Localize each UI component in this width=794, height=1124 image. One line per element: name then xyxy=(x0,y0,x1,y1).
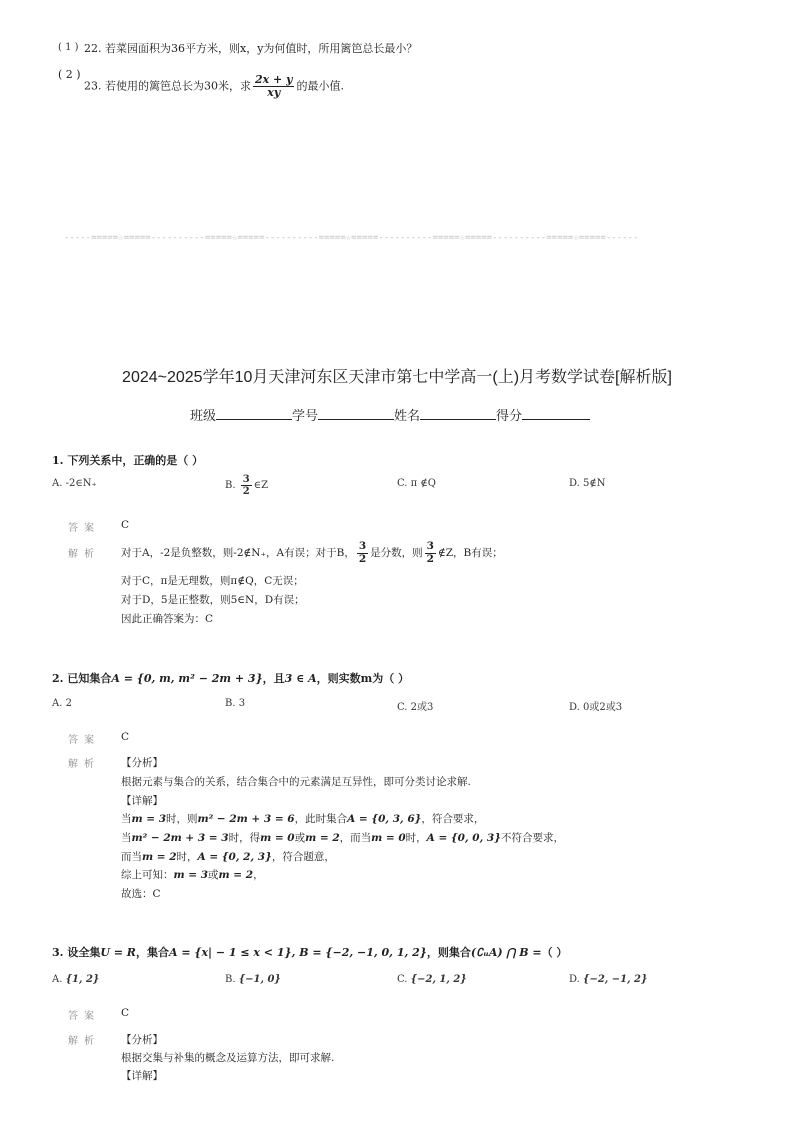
q3-option-b-value: {−1, 0} xyxy=(238,974,281,985)
q1-option-b-letter: B. xyxy=(225,480,236,491)
q1-option-b-post: ∈Z xyxy=(253,480,269,491)
number-label: 学号 xyxy=(292,408,319,423)
q2-analysis-line-8: 故选：C xyxy=(121,888,161,900)
q2-l7-t2: ， xyxy=(253,869,264,881)
page-separator: -----=====☆=====----------=====☆=====----------=====☆=====----------=====☆=====----------=====☆=====------ xyxy=(64,233,639,243)
subpart-2-den: xy xyxy=(267,86,281,100)
q3-option-d xyxy=(569,974,647,985)
q1-option-a: A. -2∈N₊ xyxy=(52,478,97,489)
q3-analysis-line-2: 根据交集与补集的概念及运算方法，即可求解. xyxy=(121,1052,335,1064)
q3-stem-m3: (∁ᵤA) ⋂ B = xyxy=(470,946,542,959)
q2-l5-m4: m = 0 xyxy=(371,832,406,844)
q2-l4-m3: A = {0, 3, 6} xyxy=(347,813,422,825)
q2-analysis-label: 解析 xyxy=(68,759,100,770)
q2-l5-pre: 当 xyxy=(121,832,132,844)
q1-analysis-line-4: 因此正确答案为：C xyxy=(121,613,214,625)
q2-l5-m5: A = {0, 0, 3} xyxy=(426,832,501,844)
subpart-1 xyxy=(58,40,79,53)
subpart-2 xyxy=(84,74,344,99)
q3-stem-t2: ，则集合 xyxy=(426,946,471,959)
q1-option-b xyxy=(225,474,268,497)
q3-option-c xyxy=(397,974,467,985)
q1-analysis-line-3: 对于D，5是正整数，则5∈N，D有误； xyxy=(121,594,305,606)
q2-l5-t5: 不符合要求， xyxy=(500,832,564,844)
q1-analysis-line-2: 对于C，π是无理数，则π∉Q，C无误； xyxy=(121,575,304,587)
q2-l6-m1: m = 2 xyxy=(142,851,177,863)
q1-a1-fraction xyxy=(357,541,368,565)
q3-analysis-label: 解析 xyxy=(68,1036,100,1047)
q2-analysis-line-7 xyxy=(121,867,264,882)
q2-l7-t1: 或 xyxy=(208,869,219,881)
q3-option-a xyxy=(52,974,99,985)
q2-l6-m2: A = {0, 2, 3} xyxy=(197,851,272,863)
q1-a1-den: 2 xyxy=(358,552,367,565)
q2-l5-m2: m = 0 xyxy=(260,832,295,844)
q2-option-a: A. 2 xyxy=(52,698,72,709)
q2-l5-m3: m = 2 xyxy=(305,832,340,844)
q2-l6-pre: 而当 xyxy=(121,851,142,863)
score-blank[interactable] xyxy=(522,407,590,420)
q2-l5-t3: ，而当 xyxy=(339,832,372,844)
q2-stem-math2: 3 ∈ A xyxy=(284,672,317,685)
class-label: 班级 xyxy=(190,408,217,423)
q2-l4-m1: m = 3 xyxy=(131,813,167,825)
q1-answer: C xyxy=(121,519,130,531)
q3-option-b xyxy=(225,974,281,985)
name-label: 姓名 xyxy=(394,408,421,423)
q2-answer-label: 答案 xyxy=(68,735,100,746)
q2-l5-m1: m² − 2m + 3 = 3 xyxy=(131,832,229,844)
q2-l4-t1: 时，则 xyxy=(166,813,198,825)
student-info-fields xyxy=(190,405,590,424)
q2-option-d: D. 0或2或3 xyxy=(569,702,623,713)
q2-analysis-line-1: 【分析】 xyxy=(121,757,163,769)
q3-stem-post: （ ） xyxy=(541,946,568,959)
q1-stem: 1. 下列关系中，正确的是（ ） xyxy=(52,454,204,467)
q1-option-b-num: 3 xyxy=(242,474,250,485)
score-label: 得分 xyxy=(496,408,523,423)
q2-analysis-line-2: 根据元素与集合的关系，结合集合中的元素满足互异性，即可分类讨论求解. xyxy=(121,776,471,788)
q3-stem xyxy=(52,944,567,960)
q2-l7-m1: m = 3 xyxy=(173,869,209,881)
q3-option-c-value: {−2, 1, 2} xyxy=(410,974,467,985)
q2-analysis-line-6 xyxy=(121,849,335,864)
q3-option-d-letter: D. xyxy=(569,974,580,985)
q2-stem xyxy=(52,670,409,686)
subpart-1-text: 22. 若菜园面积为36平方米，则x，y为何值时，所用篱笆总长最小？ xyxy=(84,42,418,55)
q1-a1-post: ∉Z，B有误； xyxy=(437,547,503,560)
q2-l4-pre: 当 xyxy=(121,813,132,825)
q2-stem-mid: ，且 xyxy=(262,672,285,685)
q2-l4-t2: ，此时集合 xyxy=(294,813,348,825)
q1-option-c: C. π ∉Q xyxy=(397,478,437,489)
q1-answer-label: 答案 xyxy=(68,523,100,534)
name-blank[interactable] xyxy=(420,407,496,420)
q2-l6-t2: ，符合题意， xyxy=(271,851,335,863)
q2-l7-pre: 综上可知： xyxy=(121,869,174,881)
q3-stem-t1: ，集合 xyxy=(135,946,169,959)
q1-option-b-den: 2 xyxy=(242,486,250,497)
q3-analysis-line-3: 【详解】 xyxy=(121,1070,163,1082)
q1-a1-pre: 对于A，-2是负整数，则-2∉N₊，A有误；对于B， xyxy=(121,547,355,560)
q3-option-b-letter: B. xyxy=(225,974,236,985)
q3-answer-label: 答案 xyxy=(68,1011,100,1022)
q3-option-a-value: {1, 2} xyxy=(65,974,100,985)
q2-option-b: B. 3 xyxy=(225,698,246,709)
q3-stem-m2: A = {x| − 1 ≤ x < 1}, B = {−2, −1, 0, 1, 2} xyxy=(168,946,427,959)
q1-option-b-fraction xyxy=(241,474,252,497)
q1-option-d: D. 5∉N xyxy=(569,478,606,489)
q3-stem-pre: 3. 设全集 xyxy=(52,946,101,959)
q2-analysis-line-5 xyxy=(121,830,564,845)
q2-l5-t2: 或 xyxy=(294,832,306,844)
q2-l7-m2: m = 2 xyxy=(218,869,254,881)
class-blank[interactable] xyxy=(216,407,292,420)
subpart-2-num: 2x + y xyxy=(255,73,293,86)
q2-l4-t3: ，符合要求， xyxy=(421,813,485,825)
q1-analysis-label: 解析 xyxy=(68,549,100,560)
q3-option-d-value: {−2, −1, 2} xyxy=(583,974,648,985)
q2-option-c: C. 2或3 xyxy=(397,702,434,713)
subpart-2-fraction xyxy=(253,74,294,99)
q3-answer: C xyxy=(121,1007,130,1019)
q2-stem-post: ，则实数m为（ ） xyxy=(316,672,410,685)
q3-stem-m1: U = R xyxy=(100,946,136,959)
q1-analysis-line-1 xyxy=(121,541,503,565)
subpart-1-marker: ( 1 ) xyxy=(58,42,79,53)
q1-a1-mid: 是分数，则 xyxy=(370,547,423,560)
q2-analysis-line-4 xyxy=(121,811,484,826)
q2-l5-t1: 时，得 xyxy=(228,832,261,844)
subpart-2-post: 的最小值. xyxy=(296,79,344,93)
q2-l5-t4: 时， xyxy=(405,832,427,844)
page-title: 2024~2025学年10月天津河东区天津市第七中学高一(上)月考数学试卷[解析版] xyxy=(122,369,672,386)
subpart-2-marker: ( 2 ) xyxy=(58,68,81,81)
q2-stem-pre: 2. 已知集合 xyxy=(52,672,112,685)
q2-l6-t1: 时， xyxy=(176,851,198,863)
q3-option-c-letter: C. xyxy=(397,974,408,985)
q3-option-a-letter: A. xyxy=(52,974,63,985)
q2-l4-m2: m² − 2m + 3 = 6 xyxy=(197,813,295,825)
subpart-2-pre: 23. 若使用的篱笆总长为30米，求 xyxy=(84,79,251,93)
q1-a1-den2: 2 xyxy=(426,552,434,565)
q1-a1-fraction-2 xyxy=(425,541,436,565)
q2-analysis-line-3: 【详解】 xyxy=(121,795,163,807)
q1-a1-num: 3 xyxy=(358,540,367,552)
q1-a1-num2: 3 xyxy=(426,540,434,552)
number-blank[interactable] xyxy=(318,407,394,420)
q2-stem-math: A = {0, m, m² − 2m + 3} xyxy=(111,672,263,685)
q3-analysis-line-1: 【分析】 xyxy=(121,1034,163,1046)
q2-answer: C xyxy=(121,731,130,743)
